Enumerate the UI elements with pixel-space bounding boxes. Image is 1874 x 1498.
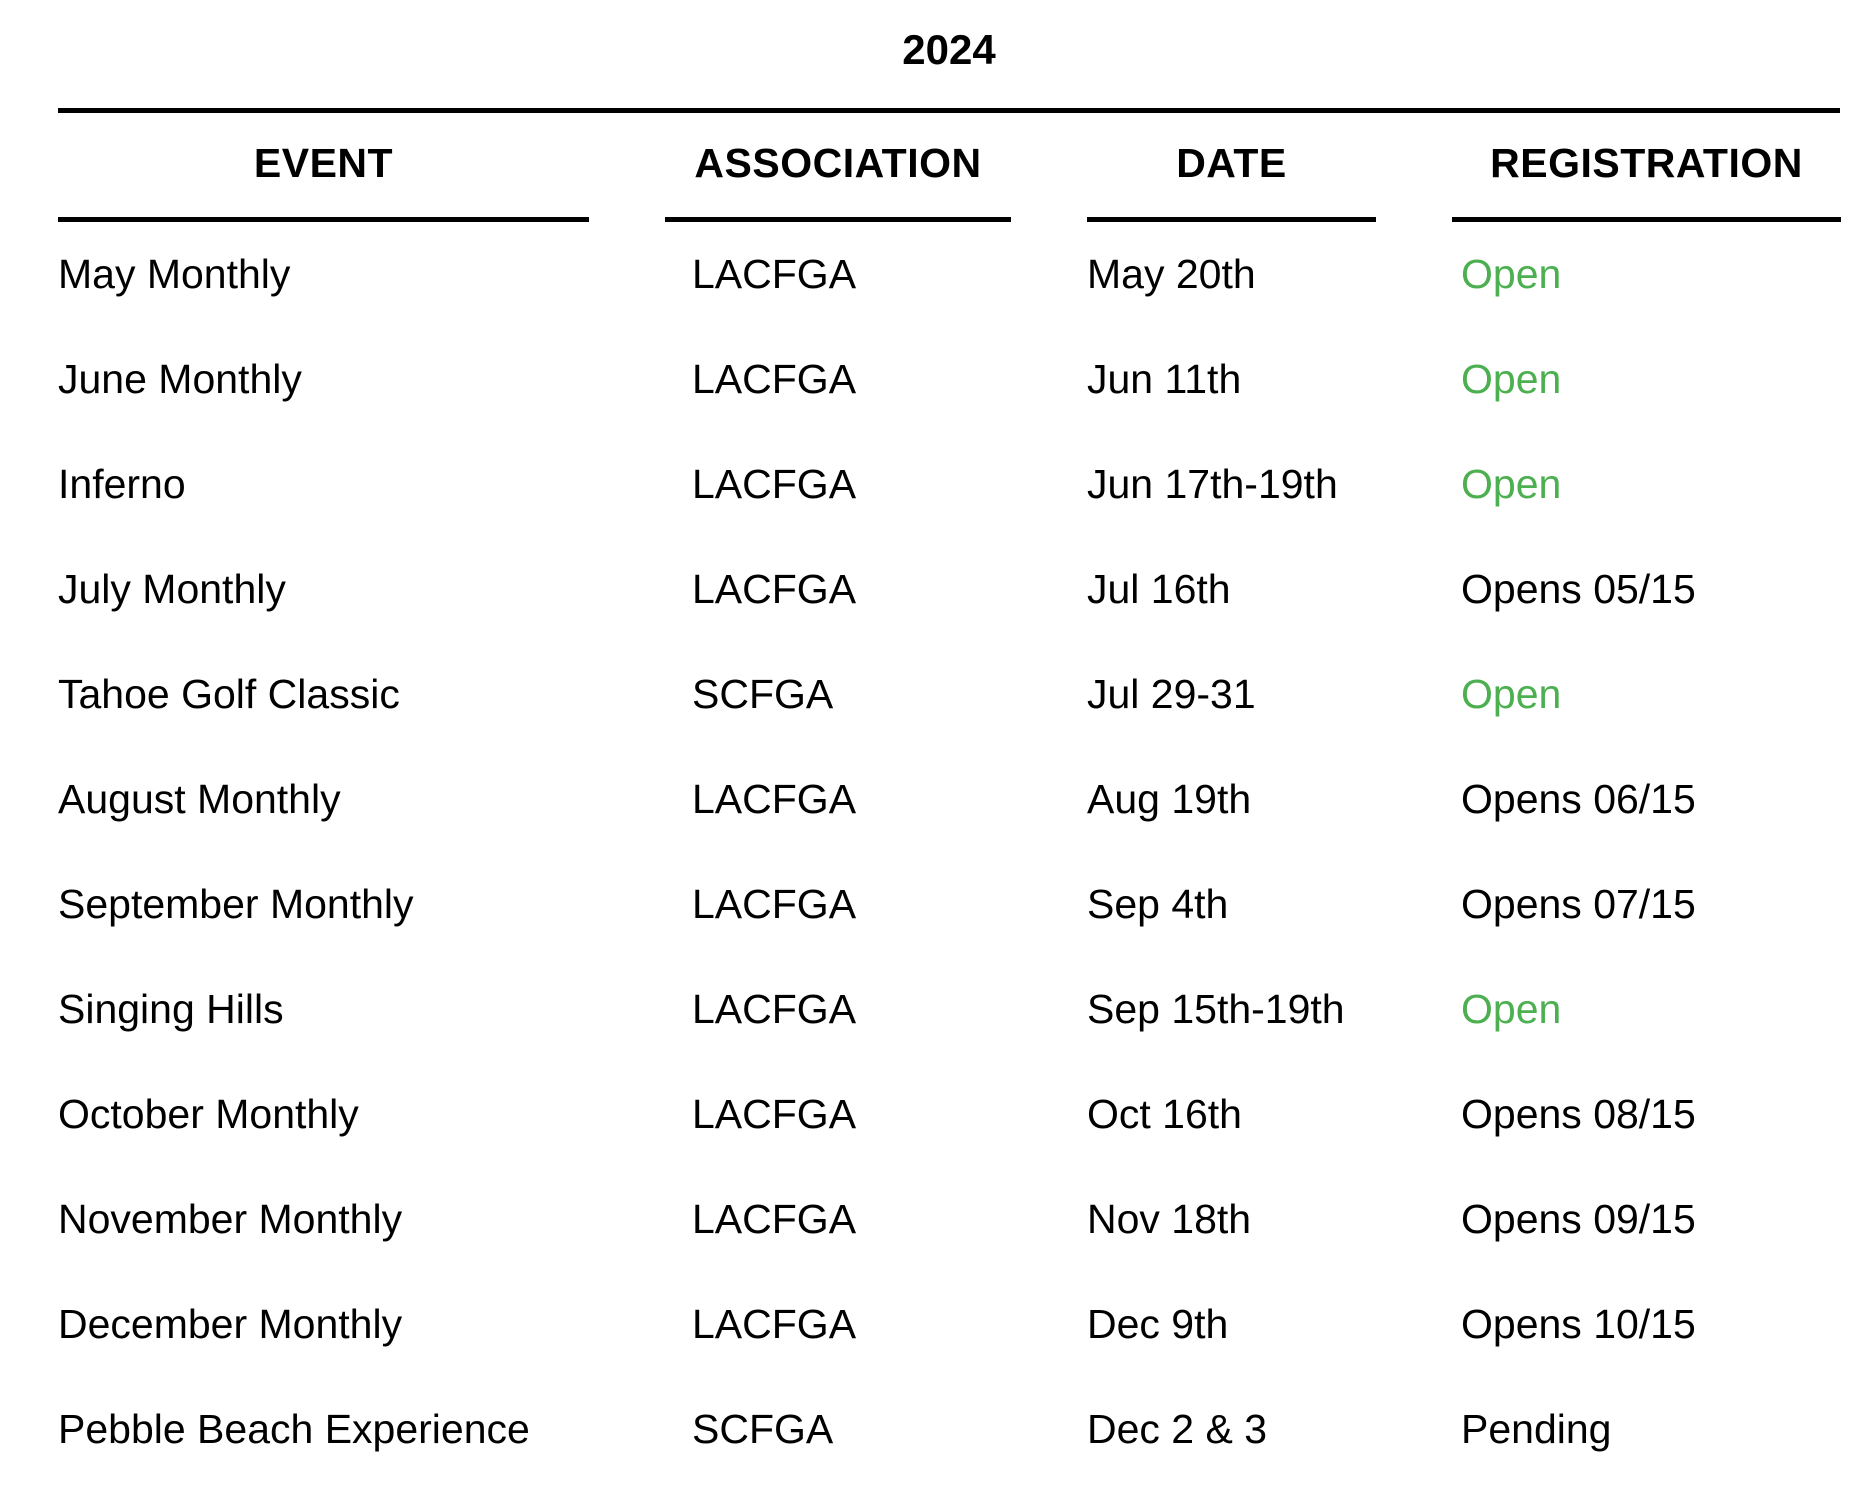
event-cell: Inferno <box>58 461 186 507</box>
table-row <box>58 1377 1840 1482</box>
registration-cell: Opens 10/15 <box>1461 1301 1696 1347</box>
association-cell: LACFGA <box>692 881 857 927</box>
event-cell: December Monthly <box>58 1301 403 1347</box>
event-cell: August Monthly <box>58 776 341 822</box>
column-header-registration: REGISTRATION <box>1452 113 1841 222</box>
date-cell: Aug 19th <box>1087 776 1252 822</box>
column-header-association: ASSOCIATION <box>665 113 1011 222</box>
registration-cell: Open <box>1461 671 1562 717</box>
table-header-row <box>58 113 1840 222</box>
registration-cell: Open <box>1461 986 1562 1032</box>
table-row <box>58 1062 1840 1167</box>
association-cell: LACFGA <box>692 356 857 402</box>
registration-cell: Opens 05/15 <box>1461 566 1696 612</box>
column-header-event: EVENT <box>58 113 589 222</box>
event-cell: July Monthly <box>58 566 286 612</box>
association-cell: LACFGA <box>692 251 857 297</box>
table-row <box>58 1272 1840 1377</box>
table-body <box>58 222 1840 1482</box>
table-row <box>58 1167 1840 1272</box>
association-cell: LACFGA <box>692 1301 857 1347</box>
date-cell: Nov 18th <box>1087 1196 1252 1242</box>
association-cell: SCFGA <box>692 1406 834 1452</box>
date-cell: Dec 2 & 3 <box>1087 1406 1268 1452</box>
date-cell: Jun 17th-19th <box>1087 461 1338 507</box>
association-cell: LACFGA <box>692 776 857 822</box>
table-row <box>58 957 1840 1062</box>
date-cell: Sep 15th-19th <box>1087 986 1345 1032</box>
registration-cell: Open <box>1461 461 1562 507</box>
association-cell: LACFGA <box>692 1196 857 1242</box>
registration-cell: Opens 08/15 <box>1461 1091 1696 1137</box>
page-title: 2024 <box>902 26 996 73</box>
registration-cell: Opens 09/15 <box>1461 1196 1696 1242</box>
association-cell: SCFGA <box>692 671 834 717</box>
registration-cell: Opens 07/15 <box>1461 881 1696 927</box>
date-cell: Jul 29-31 <box>1087 671 1256 717</box>
table-row <box>58 747 1840 852</box>
date-cell: Jun 11th <box>1087 356 1242 402</box>
event-cell: Pebble Beach Experience <box>58 1406 530 1452</box>
column-header-date: DATE <box>1087 113 1376 222</box>
date-cell: Oct 16th <box>1087 1091 1242 1137</box>
event-cell: Singing Hills <box>58 986 284 1032</box>
table-row <box>58 642 1840 747</box>
registration-cell: Opens 06/15 <box>1461 776 1696 822</box>
table-row <box>58 852 1840 957</box>
date-cell: Jul 16th <box>1087 566 1231 612</box>
event-cell: Tahoe Golf Classic <box>58 671 400 717</box>
event-cell: May Monthly <box>58 251 291 297</box>
registration-cell: Open <box>1461 356 1562 402</box>
table-row <box>58 327 1840 432</box>
association-cell: LACFGA <box>692 986 857 1032</box>
table-row <box>58 222 1840 327</box>
association-cell: LACFGA <box>692 461 857 507</box>
event-cell: October Monthly <box>58 1091 359 1137</box>
date-cell: Dec 9th <box>1087 1301 1229 1347</box>
date-cell: Sep 4th <box>1087 881 1229 927</box>
registration-cell: Open <box>1461 251 1562 297</box>
date-cell: May 20th <box>1087 251 1256 297</box>
table-row <box>58 537 1840 642</box>
registration-cell: Pending <box>1461 1406 1612 1452</box>
event-cell: June Monthly <box>58 356 302 402</box>
table-row <box>58 432 1840 537</box>
association-cell: LACFGA <box>692 1091 857 1137</box>
event-cell: November Monthly <box>58 1196 403 1242</box>
event-cell: September Monthly <box>58 881 414 927</box>
association-cell: LACFGA <box>692 566 857 612</box>
